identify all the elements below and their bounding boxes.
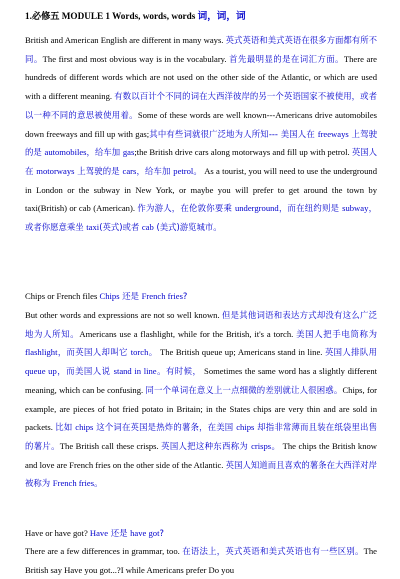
highlighted-term: subway: [342, 203, 369, 214]
chinese-translation: 。: [271, 440, 281, 451]
highlighted-term: French fries: [141, 291, 183, 301]
chinese-translation: ，而美国人说: [56, 366, 114, 377]
english-text: The chips the British know and love are French fries on the other side of the Atlantic.: [25, 440, 377, 470]
chinese-translation: ?: [182, 291, 188, 301]
chinese-translation: 有数以百计个不同的词在大西洋彼岸的另一个英语国家不被使用，或者以一种不同的意思被使用着。: [25, 91, 378, 120]
chinese-translation: 英国人把这种东西称为: [161, 440, 252, 451]
english-text: The first and most obvious way is in the vocabulary.: [42, 53, 230, 64]
chinese-translation: 英国人在: [25, 147, 377, 176]
highlighted-term: taxi: [86, 222, 100, 233]
highlighted-term: cars: [122, 165, 137, 176]
highlighted-term: underground: [234, 203, 279, 214]
english-text: But other words and expressions are not so well known.: [25, 310, 223, 320]
chinese-translation: 英式英语和美式英语在很多方面都有所不同。: [25, 35, 378, 64]
chinese-translation: 却指非常薄而且装在纸袋里出售的薯片。: [25, 422, 377, 451]
chinese-translation: ，给车加: [86, 147, 123, 158]
english-text: As a tourist, you will need to use the underground in London or the subway in New York, or maybe you will prefer to get around the town by taxi(British) or cab (American).: [25, 165, 377, 214]
chinese-translation: 英国人知道而且喜欢的薯条在大西洋对岸被称为: [25, 459, 378, 489]
chinese-translation: 还是: [108, 528, 131, 538]
highlighted-term: Have: [89, 528, 109, 538]
english-text: Chips, for example, are pieces of hot fried potato in Britain; in the States chips are very thin and are sold in packets.: [25, 384, 377, 433]
highlighted-term: torch: [130, 347, 149, 358]
english-text: Americans use a flashlight, while for the British, it's a torch.: [79, 328, 297, 339]
chinese-translation: 上驾驶的是: [74, 165, 123, 176]
english-text: The British say Have you got...?I while Americans prefer Do you: [25, 546, 378, 575]
english-text: Chips or French files: [25, 291, 100, 301]
english-text: The British call these crisps.: [59, 440, 162, 451]
heading-en: 1.必修五 MODULE 1 Words, words, words: [25, 11, 196, 21]
english-text: ;the British drive cars along motorways and fill up with petrol.: [134, 147, 352, 158]
paragraph-other-words: [25, 306, 377, 493]
chinese-translation: 。: [193, 165, 202, 176]
chinese-translation: 美国人把手电筒称为: [296, 328, 377, 339]
highlighted-term: flashlight: [25, 347, 58, 358]
heading: [25, 9, 377, 24]
chinese-translation: 。: [94, 478, 103, 489]
chinese-translation: 在语法上，英式英语和美式英语也有一些区别。: [182, 546, 364, 556]
highlighted-term: chips: [236, 422, 255, 433]
highlighted-term: queue up: [25, 366, 57, 377]
chinese-translation: ，而英国人却叫它: [57, 347, 131, 358]
highlighted-term: French fries: [52, 478, 95, 489]
english-text: The British queue up; Americans stand in line.: [157, 347, 325, 358]
highlighted-term: have got: [130, 528, 160, 538]
chinese-translation: 但是其他词语和表达方式却没有这么广泛地为人所知。: [25, 310, 377, 339]
paragraph-grammar: [25, 542, 377, 579]
highlighted-term: crisps: [251, 440, 272, 451]
english-text: There are hundreds of different words which are not used on the other side of the Atlantic, or which are used with a different meaning.: [25, 53, 377, 102]
highlighted-term: automobiles: [44, 147, 87, 158]
chinese-translation: 英国人排队用: [324, 347, 377, 358]
chinese-translation: 首先最明显的是在词汇方面。: [229, 53, 344, 64]
english-text: Have or have got?: [25, 528, 90, 538]
chinese-translation: 其中有些词就很广泛地为人所知--- 美国人在: [149, 128, 318, 139]
highlighted-term: motorways: [36, 165, 75, 176]
chinese-translation: 还是: [119, 291, 142, 301]
highlighted-term: cab: [141, 222, 154, 233]
paragraph-british-american: [25, 31, 377, 237]
chinese-translation: (美式)游览城市。: [153, 222, 222, 233]
chinese-translation: (英式)或者: [99, 222, 142, 233]
chinese-translation: ，或者你愿意乘坐: [25, 203, 377, 233]
highlighted-term: chips: [75, 422, 94, 433]
highlighted-term: petrol: [173, 165, 194, 176]
highlighted-term: Chips: [99, 291, 120, 301]
chinese-translation: 比如: [55, 422, 76, 433]
english-text: Some of these words are well known---Americans drive automobiles down freeways and fill up with gas;: [25, 109, 377, 139]
chinese-translation: ，给车加: [136, 165, 174, 176]
highlighted-term: freeways: [317, 128, 349, 139]
chinese-translation: 。: [148, 347, 158, 358]
chinese-translation: 上驾驶的是: [25, 128, 377, 158]
chinese-translation: ，而在纽约则是: [278, 203, 343, 214]
highlighted-term: gas: [122, 147, 135, 158]
english-text: British and American English are different in many ways.: [25, 35, 226, 45]
chinese-translation: 这个词在英国是热炸的薯条，在美国: [93, 422, 237, 433]
paragraph-have-got-subheading: [25, 524, 377, 543]
paragraph-chips-subheading: [25, 287, 377, 306]
heading-cn: 词，词，词: [197, 11, 246, 22]
english-text: There are a few differences in grammar, too.: [25, 546, 183, 556]
chinese-translation: ?: [159, 528, 164, 538]
highlighted-term: stand in line: [113, 366, 157, 377]
chinese-translation: 同一个单词在意义上一点细微的差别就让人很困惑。: [145, 384, 343, 395]
chinese-translation: 。有时候，: [156, 366, 202, 377]
english-text: Sometimes the same word has a slightly different meaning, which can be confusing.: [25, 366, 378, 395]
chinese-translation: 作为游人，在伦敦你要乘: [137, 203, 235, 214]
